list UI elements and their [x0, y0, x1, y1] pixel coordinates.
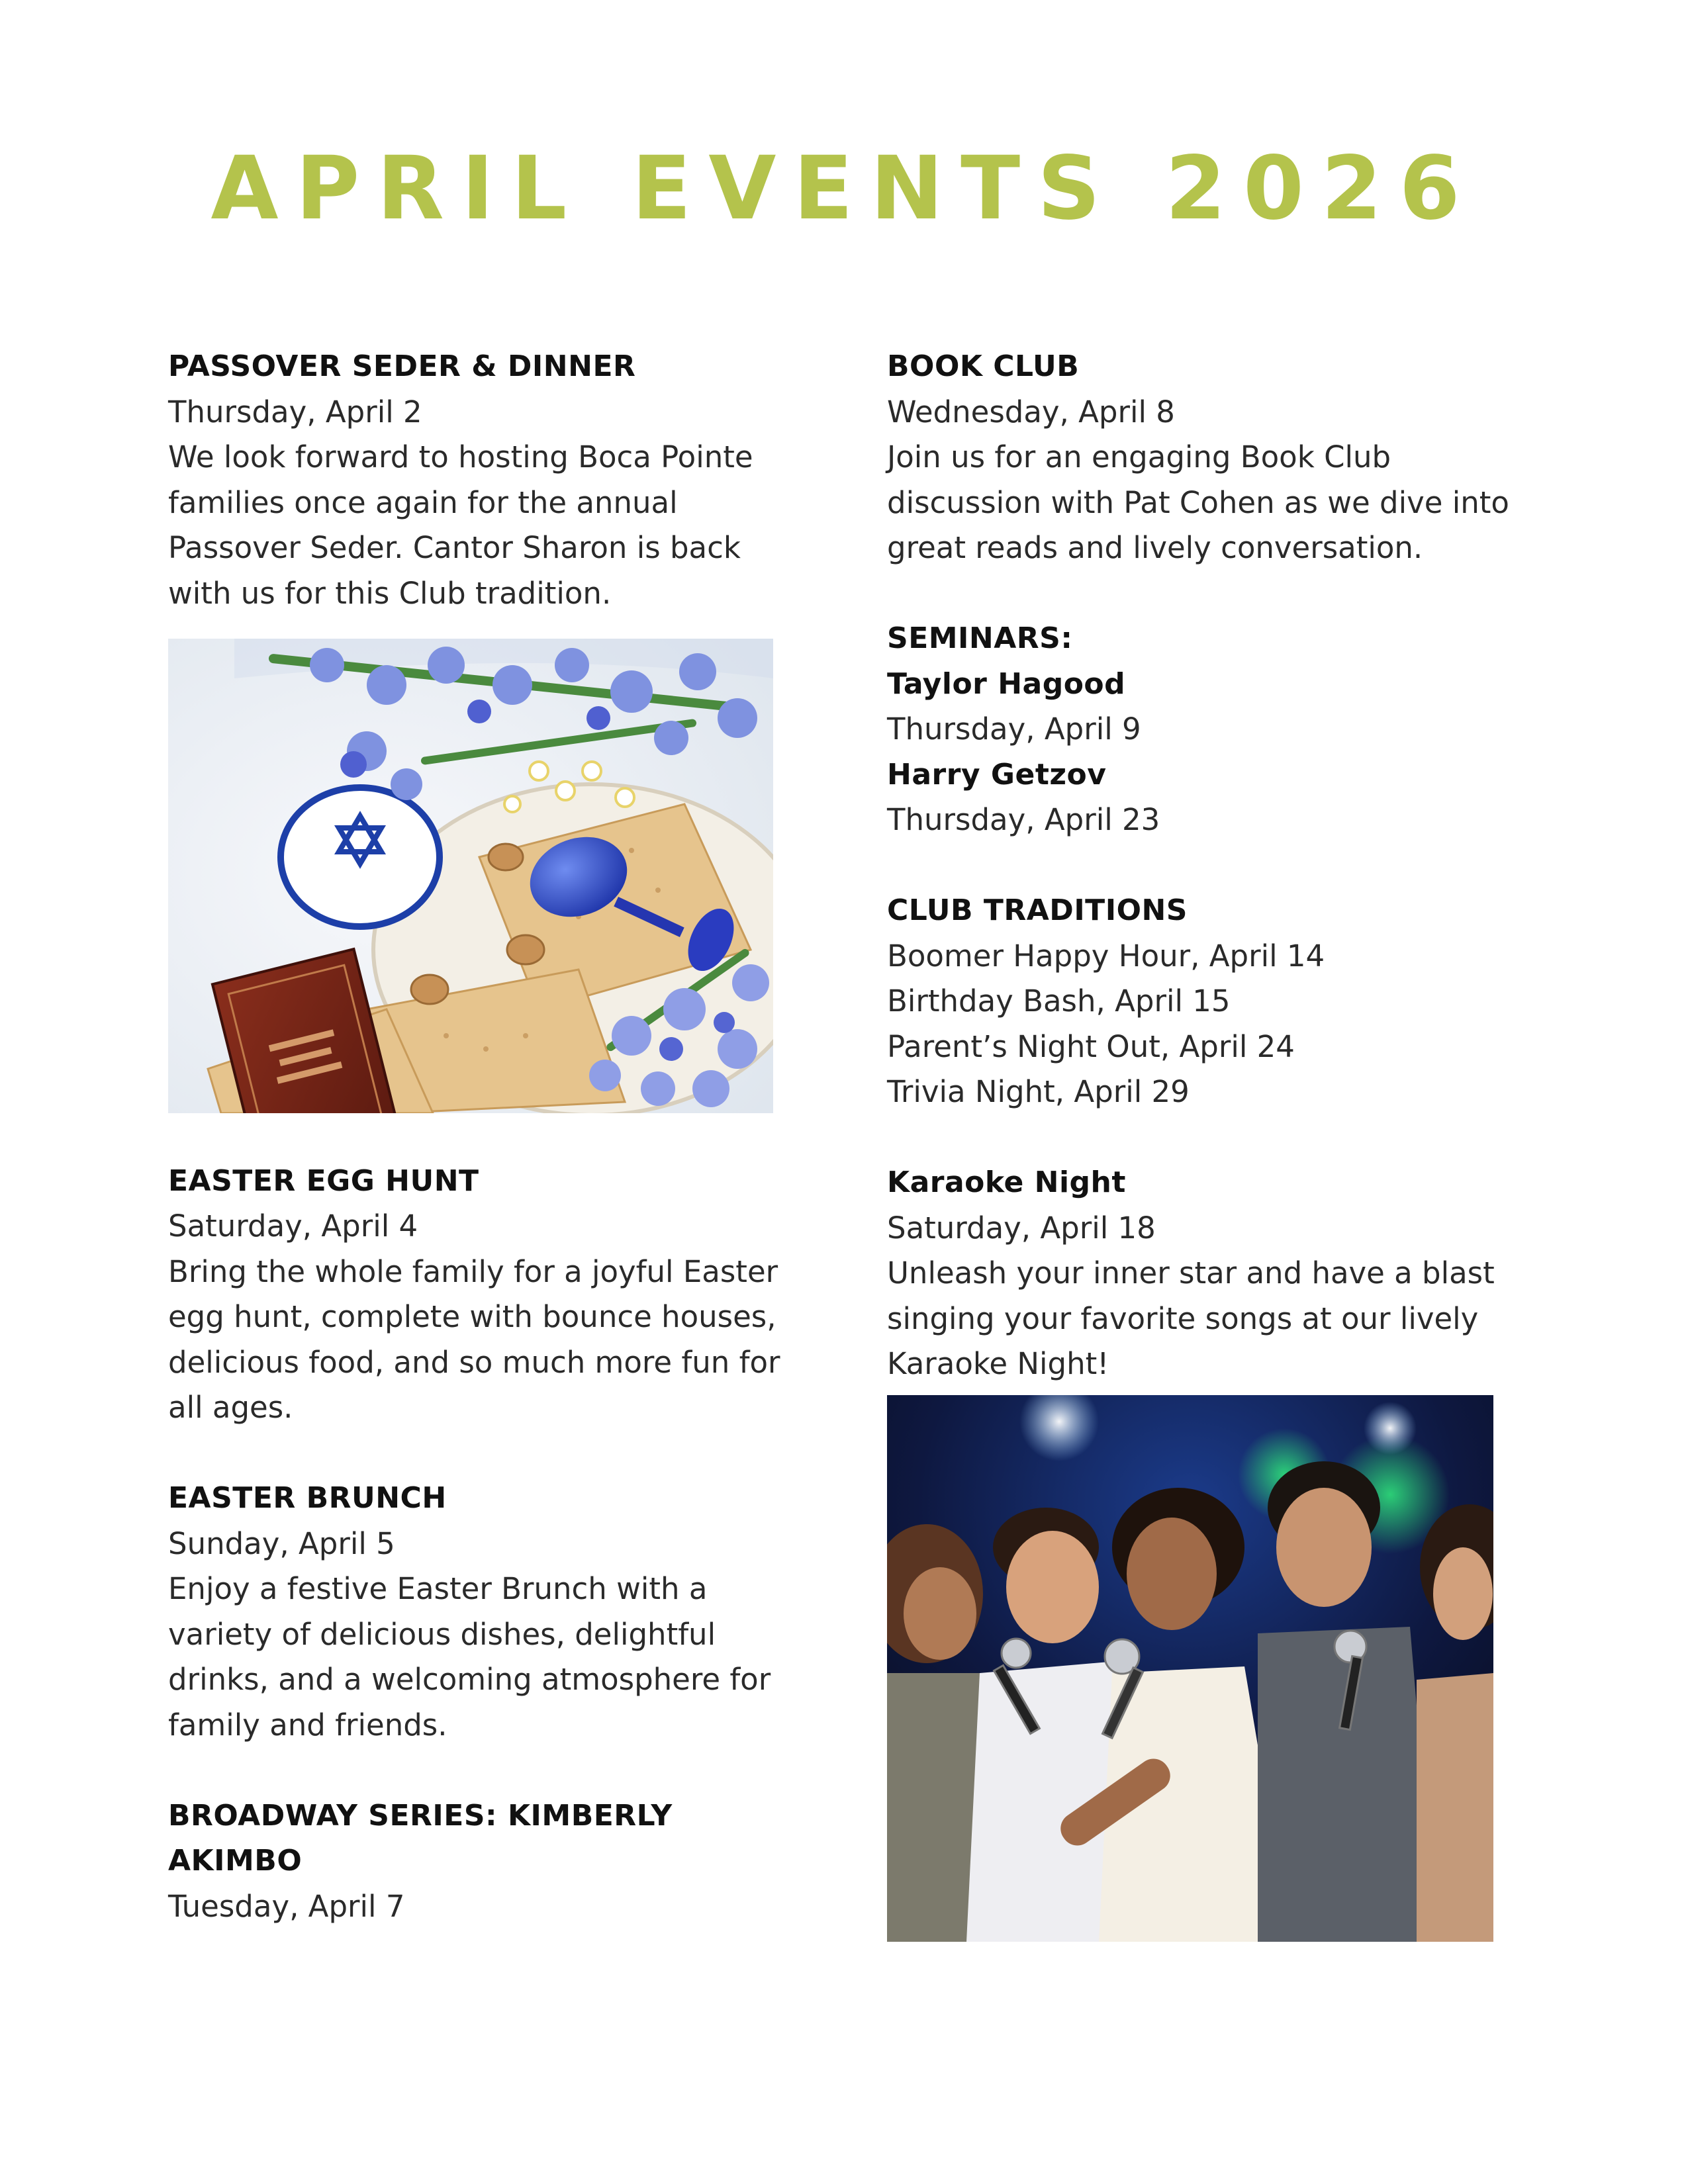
event-description: We look forward to hosting Boca Pointe families once again for the annual Passover Seder. Cantor Sharon is back with us for this Club tradition. — [168, 439, 753, 611]
event-description: Join us for an engaging Book Club discussion with Pat Cohen as we dive into great reads and lively conversation. — [887, 439, 1509, 565]
event-heading: PASSOVER SEDER & DINNER — [168, 349, 636, 383]
seminar-speaker-name: Harry Getzov — [887, 757, 1107, 792]
event-passover — [168, 344, 810, 616]
tradition-item: Parent’s Night Out, April 24 — [887, 1028, 1295, 1064]
event-heading: EASTER EGG HUNT — [168, 1163, 479, 1198]
tradition-item: Birthday Bash, April 15 — [887, 983, 1231, 1019]
event-description: Enjoy a festive Easter Brunch with a variety of delicious dishes, delightful drinks, and a welcoming atmosphere for family and friends. — [168, 1571, 771, 1743]
right-column — [887, 344, 1536, 1942]
page-title: APRIL EVENTS 2026 — [211, 138, 1477, 240]
spacer — [168, 1748, 810, 1794]
spacer — [168, 1431, 810, 1477]
tradition-item: Boomer Happy Hour, April 14 — [887, 938, 1325, 974]
spacer — [887, 571, 1536, 617]
event-easter-egg-hunt — [168, 1159, 810, 1431]
spacer — [887, 843, 1536, 889]
event-date: Sunday, April 5 — [168, 1525, 395, 1561]
event-heading: BROADWAY SERIES: KIMBERLY AKIMBO — [168, 1798, 673, 1878]
event-heading: SEMINARS: — [887, 621, 1073, 655]
spacer — [887, 1115, 1536, 1161]
event-date: Saturday, April 4 — [168, 1208, 418, 1244]
event-heading: EASTER BRUNCH — [168, 1481, 447, 1515]
event-broadway — [168, 1794, 810, 1930]
event-date: Saturday, April 18 — [887, 1210, 1156, 1246]
karaoke-photo — [887, 1395, 1493, 1942]
passover-photo — [168, 639, 773, 1113]
event-book-club — [887, 344, 1536, 571]
event-description: Bring the whole family for a joyful Easter egg hunt, complete with bounce houses, delicious food, and so much more fun for all ages. — [168, 1253, 780, 1425]
event-heading: CLUB TRADITIONS — [887, 893, 1188, 927]
seminar-speaker-name: Taylor Hagood — [887, 666, 1126, 701]
event-easter-brunch — [168, 1476, 810, 1748]
event-description: Unleash your inner star and have a blast singing your favorite songs at our lively Karaoke Night! — [887, 1255, 1495, 1381]
event-club-traditions — [887, 888, 1536, 1115]
seminar-speaker-date: Thursday, April 23 — [887, 802, 1160, 837]
event-date: Wednesday, April 8 — [887, 394, 1175, 430]
seminar-speaker-date: Thursday, April 9 — [887, 711, 1141, 747]
event-date: Tuesday, April 7 — [168, 1888, 405, 1924]
spacer — [168, 1113, 810, 1159]
left-column — [168, 344, 810, 1929]
event-karaoke — [887, 1160, 1536, 1387]
event-seminars — [887, 616, 1536, 843]
tradition-item: Trivia Night, April 29 — [887, 1074, 1190, 1109]
event-heading: BOOK CLUB — [887, 349, 1080, 383]
event-date: Thursday, April 2 — [168, 394, 422, 430]
event-heading: Karaoke Night — [887, 1165, 1126, 1199]
